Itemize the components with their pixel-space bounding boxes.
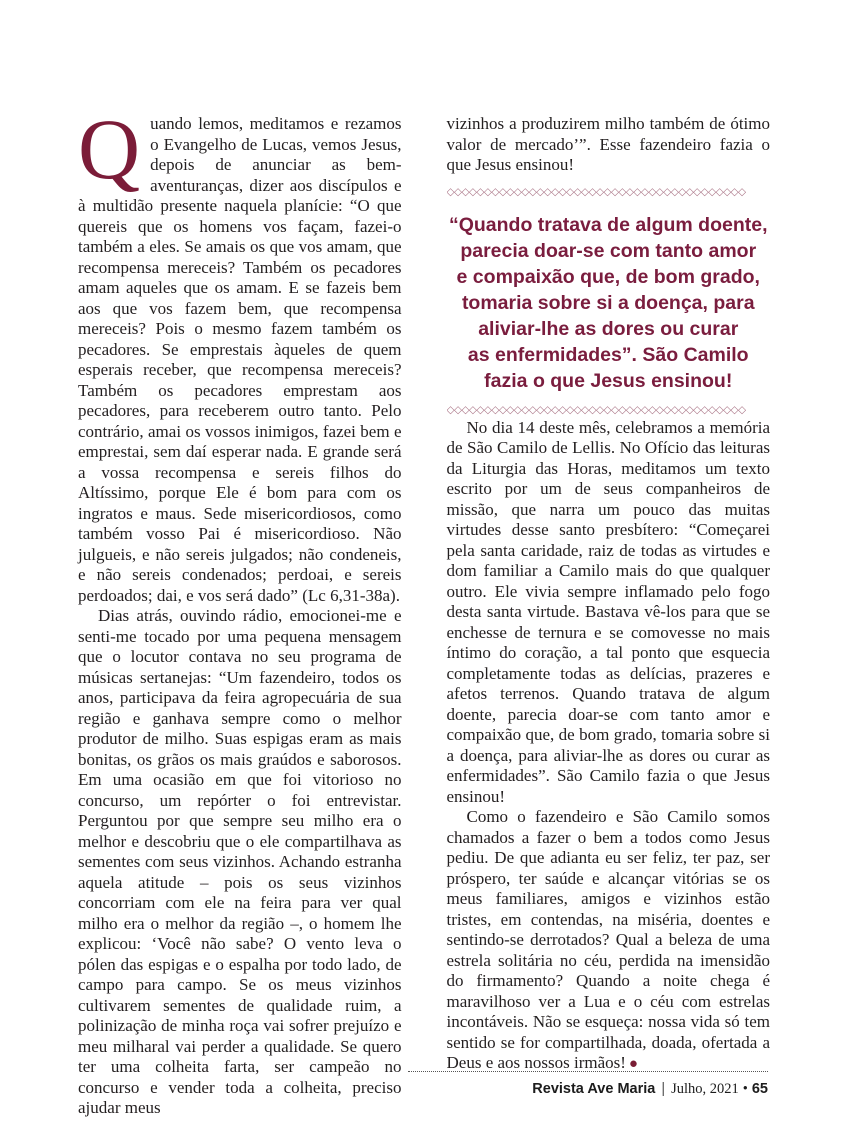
paragraph-radio-story: Dias atrás, ouvindo rádio, emocionei-me e senti-me tocado por uma pequena mensagem que o locutor contava no seu programa de músicas sertanejas: “Um fazendeiro, todos os anos, participava da feira agropecuária de sua região e ganhava sempre como o melhor produtor de milho. Suas espigas eram as mais bonitas, os grãos os mais graúdos e saborosos. Em uma ocasião em que foi vitorioso no concurso, um repórter o foi entrevistar. Perguntou por que sempre seu milho era o melhor e descobriu que o ele compartilhava as sementes com seus vizinhos. Achando estranha aquela atitude – pois os seus vizinhos concorriam com ele na feira para ver qual milho era o melhor da região –, o homem lhe explicou: ‘Você não sabe? O vento leva o pólen das espigas e o espalha por todo lado, de campo para campo. Se os meus vizinhos cultivarem sementes de qualidade ruim, a polinização de minha roça vai sofrer prejuízo e meu milharal vai perder a qualidade. Se quero ter uma colheita farta, ser campeão no concurso e vender toda a colheita, preciso ajudar meus [78, 606, 402, 1117]
paragraph-sao-camilo: No dia 14 deste mês, celebramos a memória de São Camilo de Lellis. No Ofício das leituras da Liturgia das Horas, meditamos um texto escrito por um de seus companheiros de missão, que narra um pouco das muitas virtudes desse santo presbítero: “Começarei pela santa caridade, raiz de todas as virtudes e dom familiar a Camilo mais do que qualquer outro. Ele vivia sempre inflamado pelo fogo desta santa virtude. Bastava vê-los para que se enchesse de ternura e se comovesse no mais íntimo do coração, a tal ponto que esquecia completamente todas as delícias, prazeres e afetos terrenos. Quando tratava de algum doente, parecia doar-se com tanto amor e compaixão que, de bom grado, tomaria sobre si a doença, para aliviar-lhe as dores ou curar as enfermidades”. São Camilo fazia o que Jesus ensinou! [446, 417, 770, 806]
paragraph-closing [447, 807, 771, 1075]
magazine-name: Revista Ave Maria [532, 1081, 656, 1097]
pull-quote-line: aliviar-lhe as dores ou curar [478, 317, 739, 340]
left-column [78, 101, 402, 1119]
right-column [447, 114, 771, 1119]
paragraph-continuation: vizinhos a produzirem milho também de ótimo valor de mercado’”. Esse fazendeiro fazia o que Jesus ensinou! [446, 114, 770, 174]
pull-quote-line: “Quando tratava de algum doente, [448, 213, 768, 236]
pull-quote-line: fazia o que Jesus ensinou! [484, 369, 733, 392]
footer-dot: • [742, 1081, 748, 1097]
pull-quote-line: parecia doar-se com tanto amor [460, 239, 757, 262]
paragraph-closing-text: Como o fazendeiro e São Camilo somos chamados a fazer o bem a todos como Jesus pediu. De que adianta eu ser feliz, ter paz, ser próspero, ter saúde e alcançar vitórias se os meus familiares, amigos e vizinhos estão tristes, em contendas, na miséria, doentes e sentindo-se derrotados? Qual a beleza de uma estrela solitária no céu, perdida na imensidão do firmamento? Quando a noite chega é maravilhoso ver a Lua e o céu com estrelas incontáveis. Não se esqueça: nossa vida só tem sentido se for compartilhada, doada, ofertada a Deus e aos nossos irmãos! [446, 807, 770, 1072]
paragraph-opening [78, 101, 402, 606]
drop-cap: Q [78, 101, 141, 197]
end-of-article-mark: ● [628, 1056, 638, 1072]
diamond-separator-top: ◇◇◇◇◇◇◇◇◇◇◇◇◇◇◇◇◇◇◇◇◇◇◇◇◇◇◇◇◇◇◇◇◇◇◇◇◇◇◇◇ [446, 186, 746, 198]
pull-quote-line: tomaria sobre si a doença, para [461, 291, 755, 314]
footer-text [408, 1081, 768, 1098]
page-footer [408, 1071, 768, 1098]
footer-divider: | [661, 1081, 666, 1097]
pull-quote-line: as enfermidades”. São Camilo [467, 343, 749, 366]
diamond-separator-bottom: ◇◇◇◇◇◇◇◇◇◇◇◇◇◇◇◇◇◇◇◇◇◇◇◇◇◇◇◇◇◇◇◇◇◇◇◇◇◇◇◇ [446, 404, 746, 416]
pull-quote [447, 212, 771, 394]
issue-date: Julho, 2021 [671, 1081, 739, 1097]
pull-quote-line: e compaixão que, de bom grado, [456, 265, 760, 288]
article-body [78, 101, 770, 1119]
page-number: 65 [751, 1081, 768, 1097]
paragraph-opening-text: uando lemos, meditamos e rezamos o Evangelho de Lucas, vemos Jesus, depois de anunciar as bem-aventuranças, dizer aos discípulos e à multidão presente naquela planície: “O que quereis que os homens vos façam, fazei-o também a eles. Se amais os que vos amam, que recompensa mereceis? Também os pecadores amam aqueles que os amam. E se fazeis bem aos que vos fazem bem, que recompensa mereceis? Pois o mesmo fazem também os pecadores. Se emprestais àqueles de quem esperais receber, que recompensa mereceis? Também os pecadores emprestam aos pecadores, para receberem outro tanto. Pelo contrário, amai os vossos inimigos, fazei bem e emprestai, sem daí esperar nada. E grande será a vossa recompensa e sereis filhos do Altíssimo, porque Ele é bom para com os ingratos e maus. Sede misericordiosos, como também vosso Pai é misericordioso. Não julgueis, e não sereis julgados; não condeneis, e não sereis condenados; perdoai, e sereis perdoados; dai, e vos será dado” (Lc 6,31-38a). [78, 114, 402, 605]
footer-dotted-rule [408, 1071, 768, 1072]
